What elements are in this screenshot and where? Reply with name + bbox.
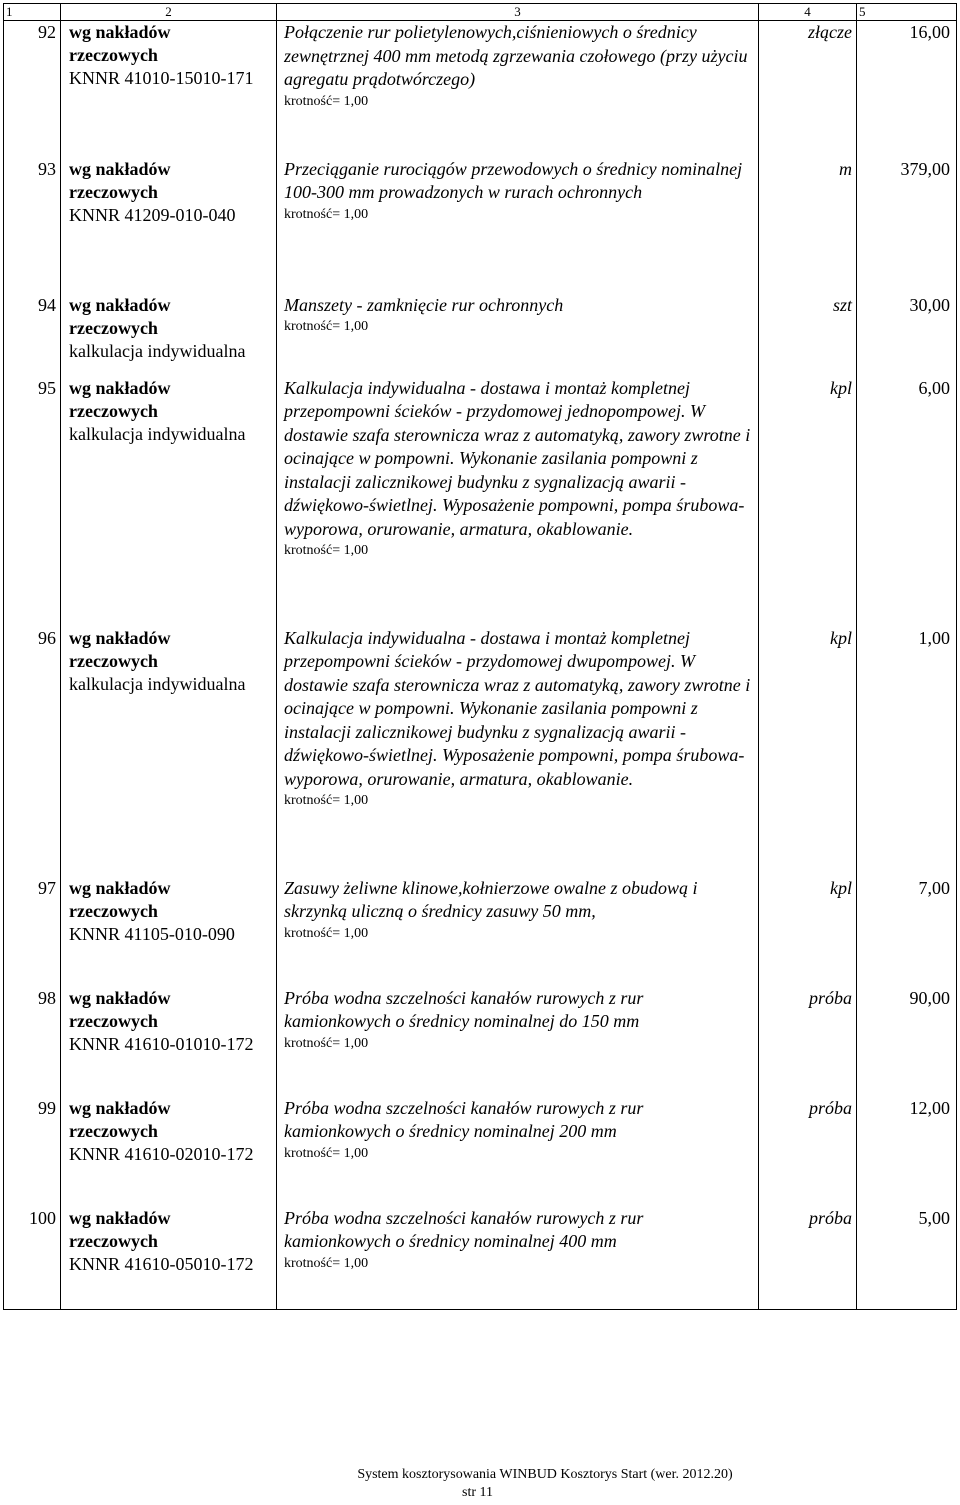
row-description <box>277 617 759 867</box>
footer-system: System kosztorysowania WINBUD Kosztorys Start (wer. 2012.20) <box>357 1467 733 1482</box>
row-description <box>277 148 759 284</box>
row-description <box>277 21 759 148</box>
table-body <box>4 21 957 1310</box>
header-col-1: 1 <box>4 4 61 21</box>
row-unit: złącze <box>759 21 857 148</box>
basis-label-2: rzeczowych <box>69 900 158 921</box>
basis-reference: KNNR 41610-02010-172 <box>69 1143 254 1164</box>
header-col-5: 5 <box>857 4 957 21</box>
row-quantity: 16,00 <box>857 21 957 148</box>
row-basis <box>61 367 277 617</box>
table-row <box>4 21 957 148</box>
description-text: Zasuwy żeliwne klinowe,kołnierzowe owalne z obudową i skrzynką uliczną o średnicy zasuwy 50 mm, <box>284 877 698 921</box>
table-row <box>4 1087 957 1197</box>
basis-label: wg nakładów <box>69 1207 171 1228</box>
header-col-2: 2 <box>61 4 277 21</box>
row-number: 93 <box>4 148 61 284</box>
basis-label: wg nakładów <box>69 627 171 648</box>
row-description <box>277 1197 759 1310</box>
multiplier-text: krotność= 1,00 <box>284 793 369 808</box>
row-basis <box>61 148 277 284</box>
basis-reference: KNNR 41209-010-040 <box>69 204 236 225</box>
basis-reference: KNNR 41610-01010-172 <box>69 1033 254 1054</box>
row-basis <box>61 977 277 1087</box>
description-text: Manszety - zamknięcie rur ochronnych <box>284 294 564 315</box>
row-description <box>277 367 759 617</box>
multiplier-text: krotność= 1,00 <box>284 543 369 558</box>
description-text: Próba wodna szczelności kanałów rurowych z rur kamionkowych o średnicy nominalnej do 150 mm <box>284 987 644 1031</box>
description-text: Przeciąganie rurociągów przewodowych o średnicy nominalnej 100-300 mm prowadzonych w rurach ochronnych <box>284 158 743 202</box>
header-col-3: 3 <box>277 4 759 21</box>
basis-label: wg nakładów <box>69 377 171 398</box>
row-number: 100 <box>4 1197 61 1310</box>
basis-label: wg nakładów <box>69 877 171 898</box>
basis-label: wg nakładów <box>69 1097 171 1118</box>
multiplier-text: krotność= 1,00 <box>284 319 369 334</box>
multiplier-text: krotność= 1,00 <box>284 93 369 109</box>
basis-reference: KNNR 41010-15010-171 <box>69 68 254 88</box>
basis-label: wg nakładów <box>69 294 171 315</box>
basis-reference: kalkulacja indywidualna <box>69 673 246 694</box>
basis-label-2: rzeczowych <box>69 1010 158 1031</box>
multiplier-text: krotność= 1,00 <box>284 925 369 941</box>
row-basis <box>61 617 277 867</box>
multiplier-text: krotność= 1,00 <box>284 206 369 222</box>
basis-label-2: rzeczowych <box>69 1120 158 1141</box>
basis-label: wg nakładów <box>69 987 171 1008</box>
row-description <box>277 867 759 977</box>
table-row <box>4 617 957 867</box>
row-basis <box>61 284 277 367</box>
row-quantity: 6,00 <box>857 367 957 617</box>
row-quantity: 1,00 <box>857 617 957 867</box>
row-unit: kpl <box>759 617 857 867</box>
row-number: 94 <box>4 284 61 367</box>
row-quantity: 7,00 <box>857 867 957 977</box>
row-unit: m <box>759 148 857 284</box>
row-number: 95 <box>4 367 61 617</box>
cost-estimate-page <box>3 3 956 1310</box>
basis-reference: kalkulacja indywidualna <box>69 423 246 444</box>
multiplier-text: krotność= 1,00 <box>284 1035 369 1051</box>
row-number: 98 <box>4 977 61 1087</box>
row-quantity: 12,00 <box>857 1087 957 1197</box>
row-basis <box>61 21 277 148</box>
table-row <box>4 1197 957 1310</box>
row-basis <box>61 1197 277 1310</box>
basis-label-2: rzeczowych <box>69 400 158 421</box>
row-unit: próba <box>759 977 857 1087</box>
basis-label: wg nakładów <box>69 158 171 179</box>
basis-label-2: rzeczowych <box>69 650 158 671</box>
multiplier-text: krotność= 1,00 <box>284 1145 369 1161</box>
row-number: 99 <box>4 1087 61 1197</box>
table-row <box>4 867 957 977</box>
row-unit: kpl <box>759 867 857 977</box>
description-text: Próba wodna szczelności kanałów rurowych z rur kamionkowych o średnicy nominalnej 200 mm <box>284 1097 644 1141</box>
basis-reference: kalkulacja indywidualna <box>69 340 246 361</box>
header-col-4: 4 <box>759 4 857 21</box>
basis-label-2: rzeczowych <box>69 1230 158 1251</box>
row-quantity: 90,00 <box>857 977 957 1087</box>
row-number: 97 <box>4 867 61 977</box>
row-quantity: 30,00 <box>857 284 957 367</box>
table-row <box>4 977 957 1087</box>
basis-label-2: rzeczowych <box>69 181 158 202</box>
row-number: 92 <box>4 21 61 148</box>
table-row <box>4 284 957 367</box>
row-number: 96 <box>4 617 61 867</box>
basis-reference: KNNR 41105-010-090 <box>69 923 235 944</box>
cost-estimate-table <box>3 3 957 1310</box>
row-basis <box>61 1087 277 1197</box>
footer-page-number: str 11 <box>462 1485 493 1500</box>
table-row <box>4 148 957 284</box>
table-header-row <box>4 4 957 21</box>
description-text: Kalkulacja indywidualna - dostawa i montaż kompletnej przepompowni ścieków - przydomowej jednopompowej. W dostawie szafa sterownicza wraz z automatyką, zawory zwrotne i ocinające w pompowni. Wykonanie zasilania pompowni z instalacji zalicznikowej budynku z sygnalizacją awarii - dźwiękowo-świetlnej. Wyposażenie pompowni, pompa śrubowa- wyporowa, orurowanie, armatura, okablowanie. <box>284 377 751 539</box>
row-unit: kpl <box>759 367 857 617</box>
basis-label: wg nakładów <box>69 22 171 42</box>
row-description <box>277 977 759 1087</box>
basis-label-2: rzeczowych <box>69 317 158 338</box>
table-row <box>4 367 957 617</box>
row-description <box>277 1087 759 1197</box>
description-text: Połączenie rur polietylenowych,ciśnieniowych o średnicy zewnętrznej 400 mm metodą zgrzewania czołowego (przy użyciu agregatu prądotwórczego) <box>284 22 748 89</box>
description-text: Próba wodna szczelności kanałów rurowych z rur kamionkowych o średnicy nominalnej 400 mm <box>284 1207 644 1251</box>
basis-label-2: rzeczowych <box>69 45 158 65</box>
multiplier-text: krotność= 1,00 <box>284 1255 369 1271</box>
row-unit: próba <box>759 1197 857 1310</box>
row-quantity: 379,00 <box>857 148 957 284</box>
row-unit: szt <box>759 284 857 367</box>
row-basis <box>61 867 277 977</box>
page-footer <box>0 1466 960 1502</box>
basis-reference: KNNR 41610-05010-172 <box>69 1253 254 1274</box>
row-quantity: 5,00 <box>857 1197 957 1310</box>
row-unit: próba <box>759 1087 857 1197</box>
description-text: Kalkulacja indywidualna - dostawa i montaż kompletnej przepompowni ścieków - przydomowej dwupompowej. W dostawie szafa sterownicza wraz z automatyką, zawory zwrotne i ocinające w pompowni. Wykonanie zasilania pompowni z instalacji zalicznikowej budynku z sygnalizacją awarii - dźwiękowo-świetlnej. Wyposażenie pompowni, pompa śrubowa- wyporowa, orurowanie, armatura, okablowanie. <box>284 627 751 789</box>
row-description <box>277 284 759 367</box>
